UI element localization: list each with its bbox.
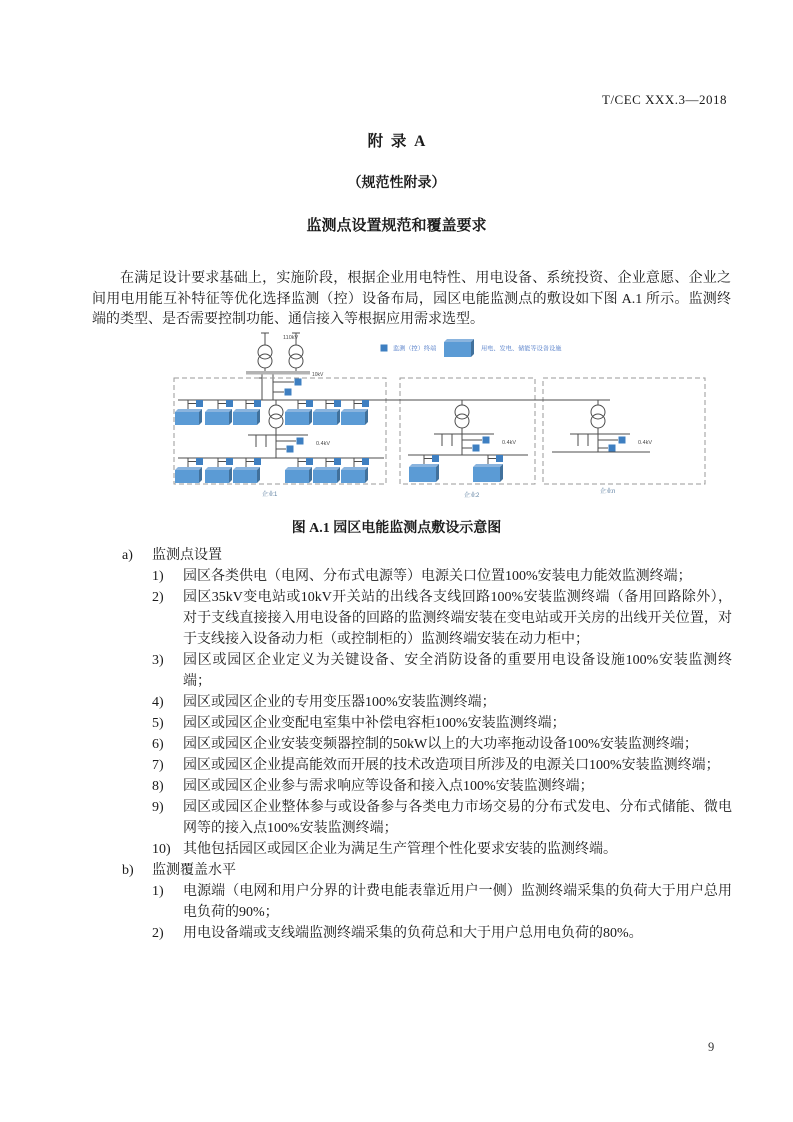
monitor-point-icon	[619, 437, 626, 444]
doc-number: T/CEC XXX.3—2018	[602, 92, 727, 107]
legend-monitor-icon	[381, 345, 388, 352]
load-box	[341, 409, 368, 425]
item-text: 电源端（电网和用户分界的计费电能表靠近用户一侧）监测终端采集的负荷大于用户总用电负荷的90%；	[183, 884, 732, 920]
item-marker: 1)	[152, 569, 164, 584]
item-marker: 3)	[152, 653, 164, 668]
list-item	[122, 839, 732, 860]
load-box	[233, 409, 260, 425]
item-text: 用电设备端或支线端监测终端采集的负荷总和大于用户总用电负荷的80%。	[183, 926, 643, 941]
list-marker: b)	[122, 863, 134, 878]
transformer-icon	[455, 405, 469, 428]
item-text: 园区或园区企业安装变频器控制的50kW以上的大功率拖动设备100%安装监测终端；	[183, 737, 698, 752]
item-marker: 4)	[152, 695, 164, 710]
load-box	[285, 467, 312, 483]
list-item	[122, 797, 732, 839]
list-b-heading	[122, 860, 732, 881]
item-text: 园区或园区企业变配电室集中补偿电容柜100%安装监测终端；	[183, 716, 566, 731]
load-box	[175, 409, 202, 425]
page-number: 9	[708, 1040, 715, 1054]
item-marker: 5)	[152, 716, 164, 731]
legend-monitor-label: 监测（控）终端	[393, 345, 437, 353]
deployment-diagram	[150, 330, 710, 508]
monitor-point-icon	[295, 379, 302, 386]
item-text: 园区或园区企业提高能效而开展的技术改造项目所涉及的电源关口100%安装监测终端；	[183, 758, 720, 773]
voltage-label-04kv: 0.4kV	[316, 441, 331, 447]
list-item	[122, 881, 732, 923]
item-marker: 2)	[152, 590, 164, 605]
enterprise2-section	[408, 400, 528, 482]
appendix-title: 附 录 A	[367, 133, 426, 150]
requirements-lists	[122, 545, 732, 944]
appendix-subtitle: （规范性附录）	[347, 176, 446, 191]
transformer-icon	[289, 345, 303, 368]
list-item	[122, 650, 732, 692]
item-marker: 2)	[152, 926, 164, 941]
item-text: 园区或园区企业整体参与或设备参与各类电力市场交易的分布式发电、分布式储能、微电网等的接入点100%安装监测终端；	[183, 800, 732, 836]
item-marker: 7)	[152, 758, 164, 773]
list-item	[122, 734, 732, 755]
list-marker: a)	[122, 548, 133, 563]
figure-a1	[150, 330, 710, 508]
item-text: 园区或园区企业的专用变压器100%安装监测终端；	[183, 695, 496, 710]
monitor-point-icon	[483, 437, 490, 444]
item-marker: 9)	[152, 800, 164, 815]
transformer-icon	[258, 345, 272, 368]
legend-equipment-label: 用电、发电、储能等设备设施	[481, 345, 562, 353]
transformer-icon	[591, 405, 605, 428]
legend-equipment-icon	[444, 339, 474, 357]
enterprise-n-box	[543, 378, 705, 484]
list-title: 监测点设置	[152, 548, 222, 563]
voltage-label-110kv: 110kV	[283, 335, 299, 341]
monitor-point-icon	[287, 446, 294, 453]
10kv-busbar	[246, 371, 310, 375]
load-box	[313, 409, 340, 425]
list-item	[122, 923, 732, 944]
enterprise-n-label: 企业n	[600, 489, 616, 495]
load-box	[341, 467, 368, 483]
figure-caption: 图 A.1 园区电能监测点敷设示意图	[291, 521, 502, 536]
enterprise2-label: 企业2	[464, 493, 480, 499]
list-title: 监测覆盖水平	[152, 863, 236, 878]
enterprise1-lv-section	[178, 400, 384, 458]
item-marker: 10)	[152, 842, 171, 857]
item-marker: 6)	[152, 737, 164, 752]
load-box	[205, 467, 232, 483]
item-text: 园区或园区企业参与需求响应等设备和接入点100%安装监测终端；	[183, 779, 594, 794]
intro-paragraph: 在满足设计要求基础上，实施阶段，根据企业用电特性、用电设备、系统投资、企业意愿、企业之间用电用能互补特征等优化选择监测（控）设备布局，园区电能监测点的敷设如下图 A.1 所示。监测终端的类型、是否需要控制功能、通信接入等根据应用需求选型。	[92, 271, 731, 328]
section-title: 监测点设置规范和覆盖要求	[306, 218, 487, 234]
voltage-label-04kv: 0.4kV	[502, 440, 517, 446]
load-box	[233, 467, 260, 483]
load-box	[285, 409, 312, 425]
load-box	[473, 464, 503, 482]
monitor-point-icon	[473, 445, 480, 452]
list-item	[122, 692, 732, 713]
list-item	[122, 587, 732, 650]
item-marker: 1)	[152, 884, 164, 899]
item-text: 园区或园区企业定义为关键设备、安全消防设备的重要用电设备设施100%安装监测终端；	[183, 653, 732, 689]
voltage-label-04kv: 0.4kV	[638, 440, 653, 446]
enterprise1-upper-loads	[175, 400, 369, 425]
item-text: 园区35kV变电站或10kV开关站的出线各支线回路100%安装监测终端（备用回路除外），对于支线直接接入用电设备的回路的监测终端安装在变电站或开关房的出线开关位置，对于支线接入设备动力柜（或控制柜的）监测终端安装在动力柜中；	[183, 590, 732, 647]
voltage-label-10kv: 10kV	[312, 372, 324, 378]
diagram-legend	[381, 339, 563, 357]
monitor-point-icon	[609, 445, 616, 452]
list-item	[122, 776, 732, 797]
load-box	[205, 409, 232, 425]
load-box	[313, 467, 340, 483]
item-text: 其他包括园区或园区企业为满足生产管理个性化要求安装的监测终端。	[183, 842, 617, 857]
load-box	[409, 464, 439, 482]
list-item	[122, 755, 732, 776]
enterprise1-label: 企业1	[262, 492, 278, 498]
list-item	[122, 713, 732, 734]
transformer-icon	[269, 405, 283, 428]
load-box	[175, 467, 202, 483]
enterprise-n-section	[552, 400, 652, 452]
list-a-heading	[122, 545, 732, 566]
monitor-point-icon	[297, 438, 304, 445]
monitor-point-icon	[285, 389, 292, 396]
item-text: 园区各类供电（电网、分布式电源等）电源关口位置100%安装电力能效监测终端；	[183, 569, 692, 584]
enterprise1-lower-loads	[175, 458, 369, 483]
item-marker: 8)	[152, 779, 164, 794]
list-item	[122, 566, 732, 587]
supply-section	[246, 333, 324, 400]
